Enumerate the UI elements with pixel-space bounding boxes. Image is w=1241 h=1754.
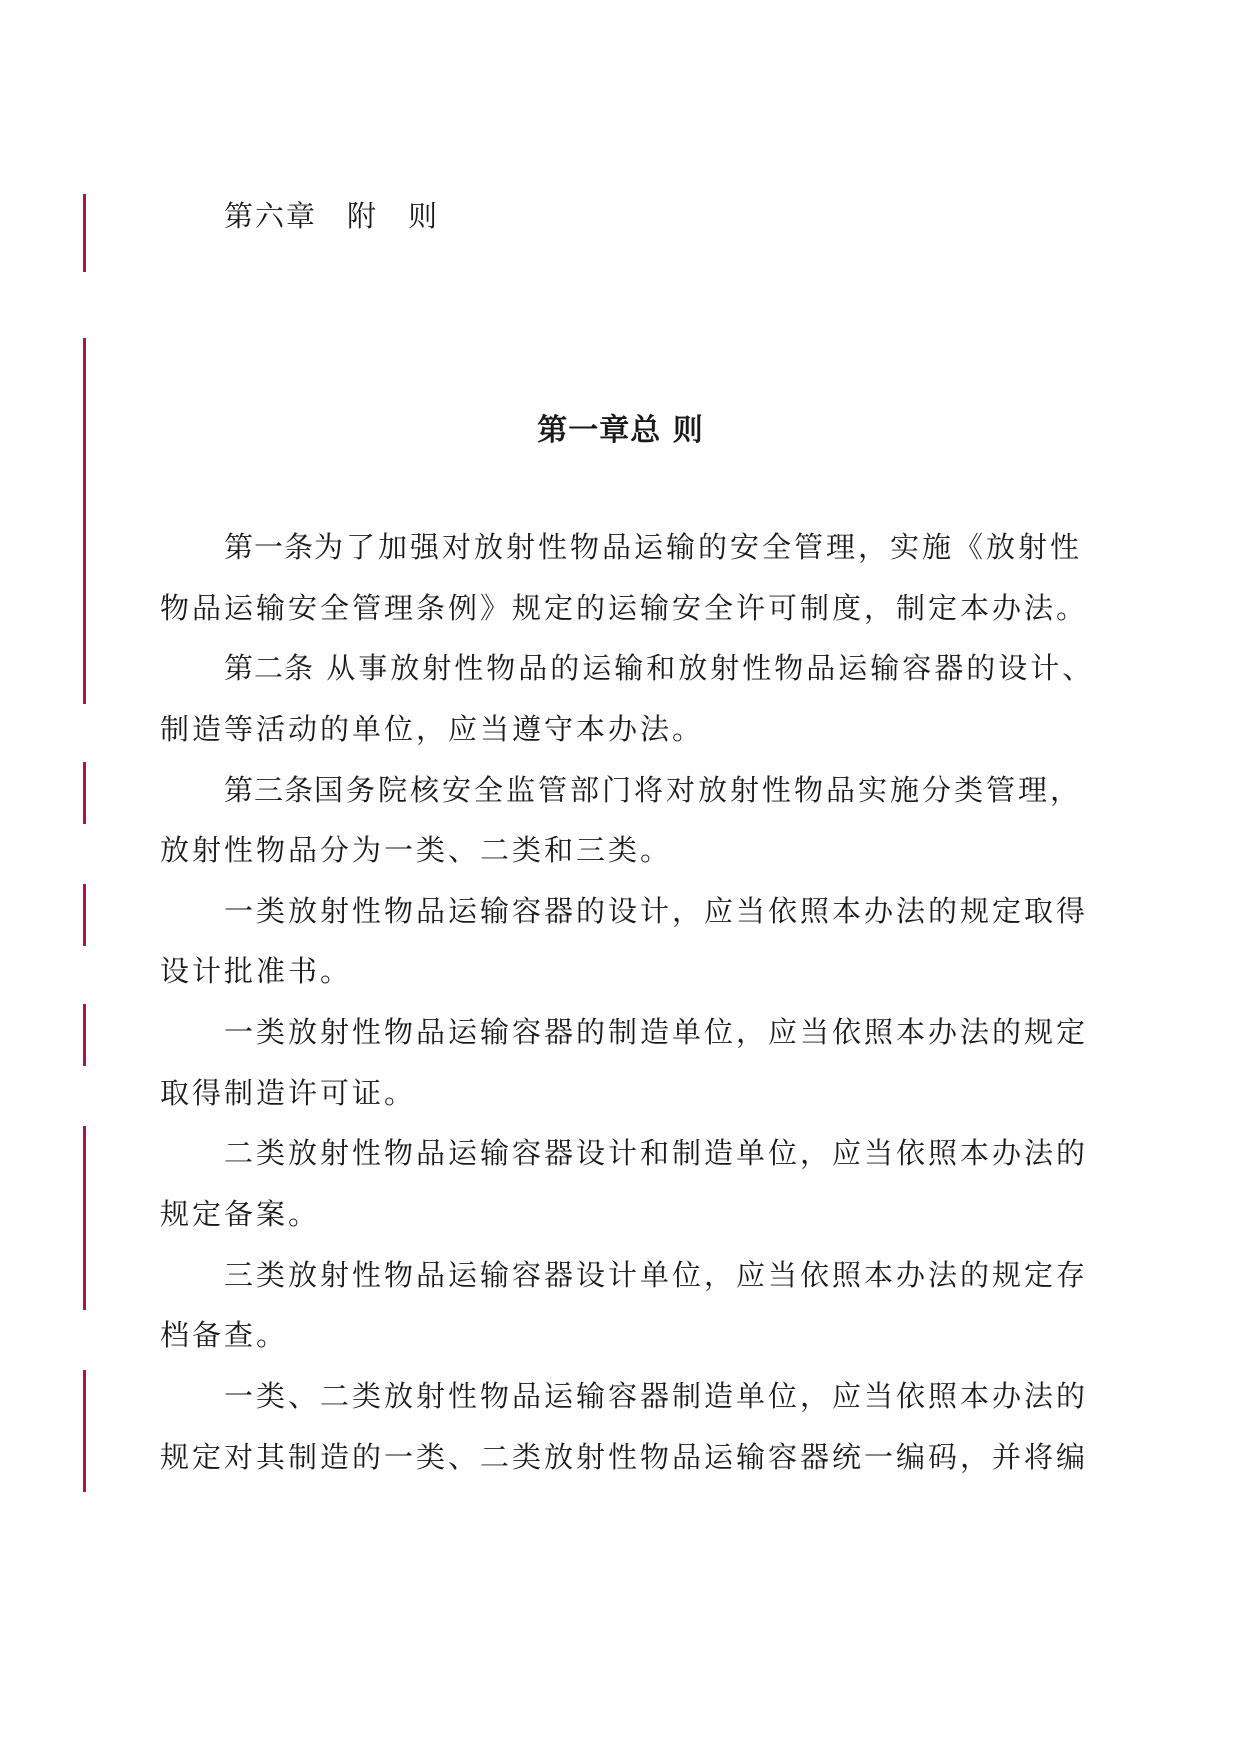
revision-bar bbox=[83, 1004, 86, 1066]
para-1-line-2: 设计批准书。 bbox=[160, 954, 353, 988]
article-3-line-1 bbox=[224, 770, 1082, 810]
article-2-label: 第二条 bbox=[224, 651, 315, 685]
para-2-line-1: 一类放射性物品运输容器的制造单位，应当依照本办法的规定 bbox=[224, 1015, 1089, 1049]
revision-bar bbox=[83, 194, 86, 272]
para-5-line-1: 一类、二类放射性物品运输容器制造单位，应当依照本办法的 bbox=[224, 1379, 1089, 1413]
revision-bar bbox=[83, 1370, 86, 1492]
article-2-line-2: 制造等活动的单位，应当遵守本办法。 bbox=[160, 712, 705, 746]
article-3-text-1: 国务院核安全监管部门将对放射性物品实施分类管理， bbox=[314, 773, 1083, 807]
chapter-six-word2: 则 bbox=[408, 199, 440, 233]
revision-bar bbox=[83, 338, 86, 704]
article-2-line-1 bbox=[224, 648, 1094, 688]
para-5-line-2: 规定对其制造的一类、二类放射性物品运输容器统一编码，并将编 bbox=[160, 1440, 1089, 1474]
article-1-line-2: 物品运输安全管理条例》规定的运输安全许可制度，制定本办法。 bbox=[160, 591, 1089, 625]
chapter-six-word1: 附 bbox=[347, 199, 379, 233]
para-3-line-1: 二类放射性物品运输容器设计和制造单位，应当依照本办法的 bbox=[224, 1136, 1089, 1170]
revision-bar bbox=[83, 884, 86, 946]
para-2-line-2: 取得制造许可证。 bbox=[160, 1076, 417, 1110]
chapter-six-label: 第六章 bbox=[224, 199, 318, 233]
article-1-line-1 bbox=[224, 527, 1082, 567]
para-3-line-2: 规定备案。 bbox=[160, 1197, 321, 1231]
article-3-line-2: 放射性物品分为一类、二类和三类。 bbox=[160, 833, 673, 867]
revision-bar bbox=[83, 1126, 86, 1310]
chapter-six-heading bbox=[224, 196, 439, 236]
article-3-label: 第三条 bbox=[224, 773, 315, 807]
article-2-text-1: 从事放射性物品的运输和放射性物品运输容器的设计、 bbox=[314, 651, 1095, 685]
article-1-label: 第一条 bbox=[224, 530, 315, 564]
para-4-line-1: 三类放射性物品运输容器设计单位，应当依照本办法的规定存 bbox=[224, 1258, 1089, 1292]
chapter-one-title: 第一章总 则 bbox=[537, 413, 704, 448]
para-1-line-1: 一类放射性物品运输容器的设计，应当依照本办法的规定取得 bbox=[224, 894, 1089, 928]
revision-bar bbox=[83, 762, 86, 824]
article-1-text-1: 为了加强对放射性物品运输的安全管理，实施《放射性 bbox=[314, 530, 1083, 564]
para-4-line-2: 档备查。 bbox=[160, 1318, 289, 1352]
